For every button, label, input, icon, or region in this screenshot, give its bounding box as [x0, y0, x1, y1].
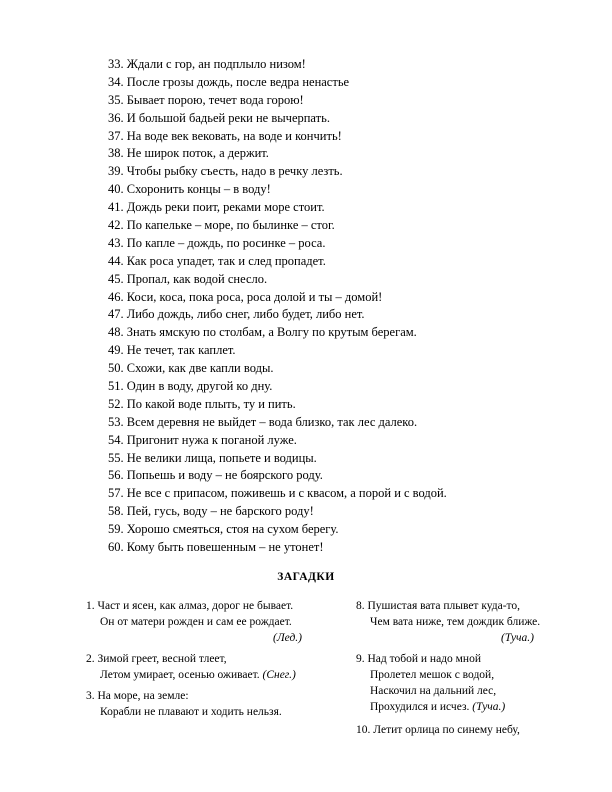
riddle-10-line-1: 10. Летит орлица по синему небу, — [356, 724, 520, 736]
riddle-3-line-1: 3. На море, на земле: — [86, 690, 189, 702]
riddle-3 — [86, 688, 282, 720]
proverb-38: 38. Не широк поток, а держит. — [108, 146, 269, 161]
proverb-53: 53. Всем деревня не выйдет – вода близко, так лес далеко. — [108, 414, 418, 429]
proverb-57: 57. Не все с припасом, поживешь и с квасом, а порой и с водой. — [108, 486, 447, 501]
riddle-2-answer: (Снег.) — [262, 669, 296, 681]
riddle-8 — [356, 598, 541, 646]
proverb-58: 58. Пей, гусь, воду – не барского роду! — [108, 504, 314, 519]
proverb-48: 48. Знать ямскую по столбам, а Волгу по крутым берегам. — [108, 325, 417, 340]
proverb-46: 46. Коси, коса, пока роса, роса долой и ты – домой! — [108, 289, 383, 304]
proverb-51: 51. Один в воду, другой ко дну. — [108, 379, 273, 394]
riddle-3-line-2: Корабли не плавают и ходить нельзя. — [100, 706, 282, 718]
proverb-55: 55. Не велики лища, попьете и водицы. — [108, 450, 317, 465]
proverb-56: 56. Попьешь и воду – не боярского роду. — [108, 468, 323, 483]
riddle-1-answer: (Лед.) — [273, 632, 302, 644]
riddle-8-line-1: 8. Пушистая вата плывет куда-то, — [356, 600, 521, 612]
riddle-1 — [86, 598, 302, 646]
proverb-34: 34. После грозы дождь, после ведра ненастье — [108, 74, 350, 89]
riddle-9-line-2: Пролетел мешок с водой, — [370, 669, 495, 681]
proverb-59: 59. Хорошо смеяться, стоя на сухом берегу. — [108, 522, 339, 537]
riddle-9-line-4: Прохудился и исчез. — [370, 701, 470, 713]
riddle-8-answer: (Туча.) — [501, 632, 534, 644]
proverb-33: 33. Ждали с гор, ан подплыло низом! — [108, 57, 306, 71]
proverb-44: 44. Как роса упадет, так и след пропадет. — [108, 253, 326, 268]
proverb-52: 52. По какой воде плыть, ту и пить. — [108, 396, 296, 411]
riddle-2-line-2: Летом умирает, осенью оживает. — [100, 669, 260, 681]
proverb-41: 41. Дождь реки поит, реками море стоит. — [108, 200, 325, 215]
proverb-50: 50. Схожи, как две капли воды. — [108, 361, 274, 376]
riddle-1-line-1: 1. Част и ясен, как алмаз, дорог не бывает. — [86, 600, 294, 612]
proverbs-list — [108, 56, 447, 557]
proverb-42: 42. По капельке – море, по былинке – стог. — [108, 218, 335, 233]
riddle-1-line-2: Он от матери рожден и сам ее рождает. — [100, 616, 292, 628]
proverb-45: 45. Пропал, как водой снесло. — [108, 271, 268, 286]
proverb-54: 54. Пригонит нужа к поганой луже. — [108, 432, 297, 447]
riddle-8-line-2: Чем вата ниже, тем дождик ближе. — [370, 616, 541, 628]
proverb-47: 47. Либо дождь, либо снег, либо будет, либо нет. — [108, 307, 365, 322]
proverb-49: 49. Не течет, так каплет. — [108, 343, 236, 358]
riddle-9-line-3: Наскочил на дальний лес, — [370, 685, 497, 697]
riddle-9 — [356, 651, 526, 715]
proverb-39: 39. Чтобы рыбку съесть, надо в речку лезть. — [108, 164, 343, 179]
riddle-9-answer: (Туча.) — [472, 701, 506, 713]
proverb-37: 37. На воде век вековать, на воде и кончить! — [108, 128, 342, 143]
riddle-2 — [86, 651, 296, 683]
riddles-title: ЗАГАДКИ — [277, 571, 335, 583]
proverb-43: 43. По капле – дождь, по росинке – роса. — [108, 235, 326, 250]
proverb-40: 40. Схоронить концы – в воду! — [108, 182, 271, 197]
proverb-35: 35. Бывает порою, течет вода горою! — [108, 92, 304, 107]
riddle-10 — [356, 722, 520, 738]
proverb-60: 60. Кому быть повешенным – не утонет! — [108, 540, 324, 555]
proverb-36: 36. И большой бадьей реки не вычерпать. — [108, 110, 330, 125]
riddle-2-line-1: 2. Зимой греет, весной тлеет, — [86, 653, 227, 665]
riddle-9-line-1: 9. Над тобой и надо мной — [356, 653, 481, 665]
